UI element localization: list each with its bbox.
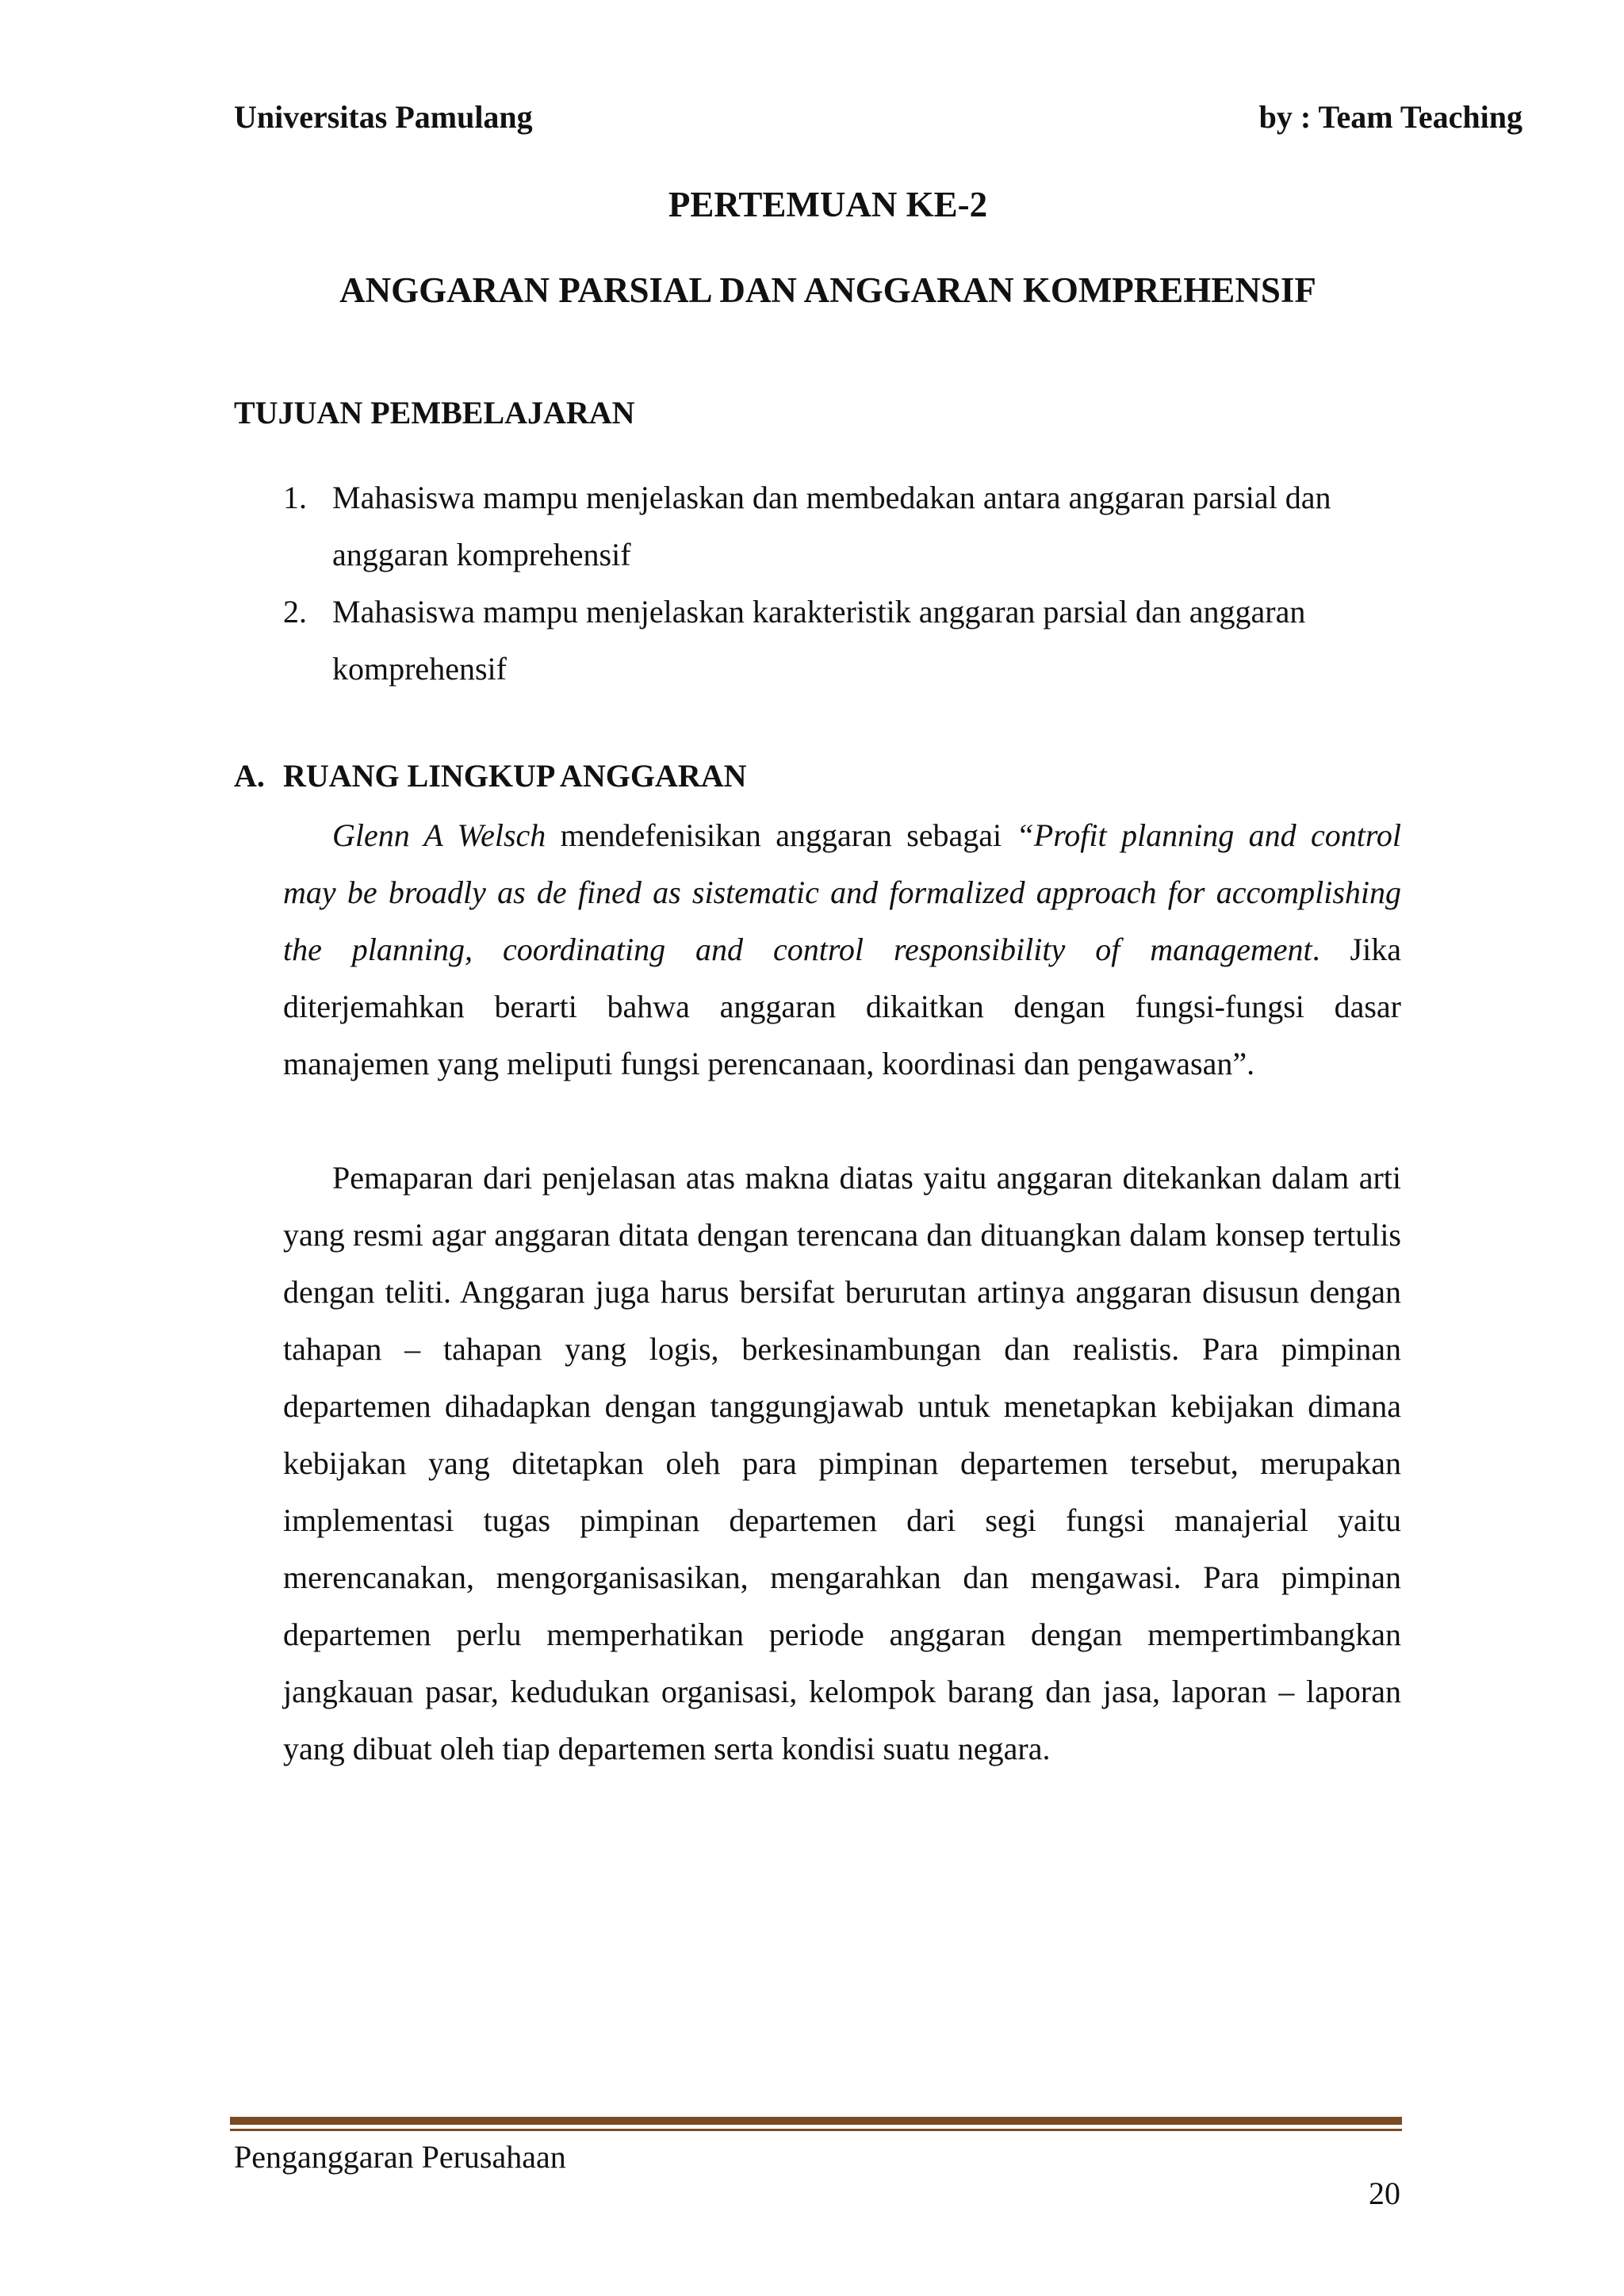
objectives-list xyxy=(283,469,1385,698)
header-author: by : Team Teaching xyxy=(1258,99,1522,135)
footer-course-title: Penganggaran Perusahaan xyxy=(234,2139,566,2175)
definition-quote: “Profit planning and control may be broadly as de fined as sistematic and formalized approach for accomplishing the planning, coordinating and control responsibility of management xyxy=(283,817,1402,967)
footer-rule xyxy=(230,2117,1402,2125)
paragraph-definition xyxy=(283,807,1401,1093)
section-heading xyxy=(234,757,746,794)
chapter-subtitle: ANGGARAN PARSIAL DAN ANGGARAN KOMPREHENSIF xyxy=(339,270,1316,310)
objective-text: Mahasiswa mampu menjelaskan karakteristik anggaran parsial dan anggaran komprehensif xyxy=(332,594,1306,687)
objective-item xyxy=(283,469,1385,584)
objective-number: 2. xyxy=(283,594,307,629)
objectives-heading: TUJUAN PEMBELAJARAN xyxy=(234,395,635,430)
objective-text: Mahasiswa mampu menjelaskan dan membedakan antara anggaran parsial dan anggaran komprehensif xyxy=(332,480,1331,572)
section-title: RUANG LINGKUP ANGGARAN xyxy=(283,758,747,794)
page-number: 20 xyxy=(1369,2175,1400,2211)
paragraph-text: . Jika diterjemahkan berarti bahwa anggaran dikaitkan dengan fungsi-fungsi dasar manajemen yang meliputi fungsi perencanaan, koordinasi dan pengawasan”. xyxy=(283,932,1401,1081)
objective-number: 1. xyxy=(283,480,307,515)
objective-item xyxy=(283,584,1385,698)
paragraph-explanation xyxy=(283,1150,1401,1777)
author-name: Glenn A Welsch xyxy=(332,817,546,853)
section-letter: A. xyxy=(234,758,265,794)
chapter-title: PERTEMUAN KE-2 xyxy=(668,185,988,224)
footer-rule-thin xyxy=(230,2129,1402,2131)
header-university: Universitas Pamulang xyxy=(234,99,533,135)
paragraph-text: mendefenisikan anggaran sebagai xyxy=(546,817,1017,853)
paragraph-text: Pemaparan dari penjelasan atas makna diatas yaitu anggaran ditekankan dalam arti yang resmi agar anggaran ditata dengan terencana dan dituangkan dalam konsep tertulis dengan teliti. Anggaran juga harus bersifat berurutan artinya anggaran disusun dengan tahapan – tahapan yang logis, berkesinambungan dan realistis. Para pimpinan departemen dihadapkan dengan tanggungjawab untuk menetapkan kebijakan dimana kebijakan yang ditetapkan oleh para pimpinan departemen tersebut, merupakan implementasi tugas pimpinan departemen dari segi fungsi manajerial yaitu merencanakan, mengorganisasikan, mengarahkan dan mengawasi. Para pimpinan departemen perlu memperhatikan periode anggaran dengan mempertimbangkan jangkauan pasar, kedudukan organisasi, kelompok barang dan jasa, laporan – laporan yang dibuat oleh tiap departemen serta kondisi suatu negara. xyxy=(283,1160,1401,1766)
